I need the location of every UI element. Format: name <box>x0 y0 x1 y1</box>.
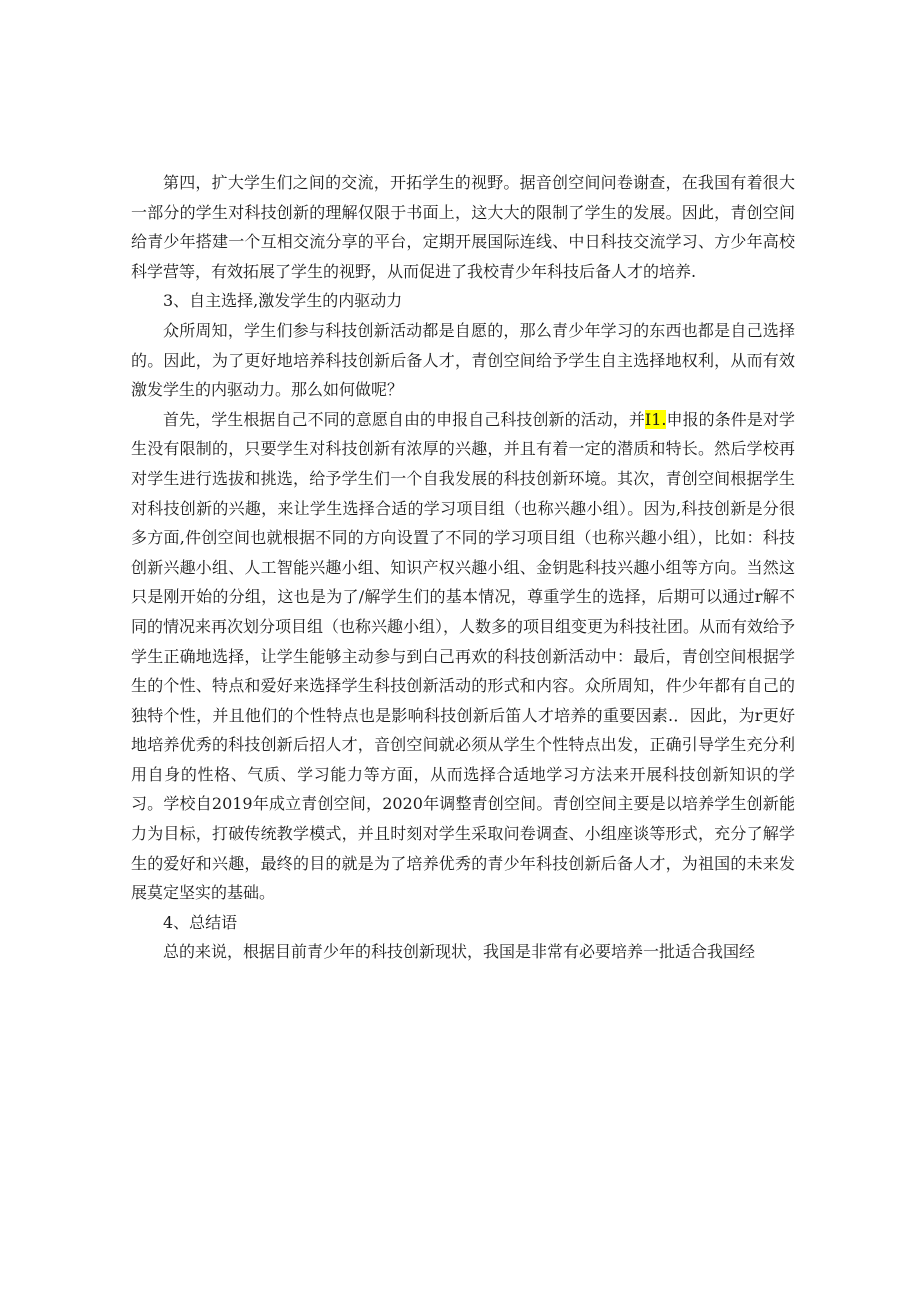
section-heading-4: 4、总结语 <box>163 912 238 932</box>
paragraph-steps-part2: 申报的条件是对学生没有限制的，只要学生对科技创新有浓厚的兴趣，并且有着一定的潜质和特长。然后学校再对学生进行选拔和挑选，给予学生们一个自我发展的科技创新环境。其次，青创空间根据学生对科技创新的兴趣，来让学生选择合适的学习项目组（也称兴趣小组）。因为,科技创新是分很多方面,件创空间也就根据不同的方向设置了不同的学习项目组（也称兴趣小组），比如：科技创新兴趣小组、人工智能兴趣小组、知识产权兴趣小组、金钥匙科技兴趣小组等方向。当然这只是刚开始的分组，这也是为了/解学生们的基本情况，尊重学生的选择，后期可以通过r解不同的情况来再次划分项目组（也称兴趣小组），人数多的项目组变更为科技社团。从而有效给予学生正确地选择，让学生能够主动参与到白己再欢的科技创新活动中：最后，青创空间根据学生的个性、特点和爱好来选择学生科技创新活动的形式和内容。众所周知，件少年都有自己的独特个性，并且他们的个性特点也是影响科技创新后笛人才培养的重要因素.．因此，为r更好地培养优秀的科技创新后招人才，音创空间就必须从学生个性特点出发，正确引导学生充分利用自身的性格、气质、学习能力等方面，从而选择合适地学习方法来开展科技创新知识的学习。学校自2019年成立青创空间，2020年调整青创空间。青创空间主要是以培养学生创新能力为目标，打破传统教学模式，并且时刻对学生采取问卷调查、小组座谈等形式，充分了解学生的爱好和兴趣，最终的目的就是为了培养优秀的青少年科技创新后备人才，为祖国的未来发展莫定坚实的基础。 <box>131 409 796 903</box>
paragraph-exchange: 第四，扩大学生们之间的交流，开拓学生的视野。据音创空间问卷谢查，在我国有着很大一部分的学生对科技创新的理解仅限于书面上，这大大的限制了学生的发展。因此，青创空间给青少年搭建一个互相交流分享的平台，定期开展国际连线、中日科技交流学习、方少年高校科学营等，有效拓展了学生的视野，从而促进了我校青少年科技后备人才的培养. <box>131 173 795 281</box>
document-body <box>131 168 795 967</box>
paragraph-steps-part1: 首先，学生根据自己不同的意愿自由的申报自己科技创新的活动，并 <box>163 409 645 429</box>
paragraph-summary: 总的来说，根据目前青少年的科技创新现状，我国是非常有必要培养一批适合我国经 <box>163 942 756 962</box>
section-heading-3: 3、自主选择,激发学生的内驱动力 <box>163 291 403 311</box>
highlighted-text: I1. <box>644 409 667 429</box>
paragraph-steps <box>131 405 795 908</box>
paragraph-voluntary: 众所周知，学生们参与科技创新活动都是自愿的，那么青少年学习的东西也都是自己选择的。因此，为了更好地培养科技创新后备人才，青创空间给予学生自主选择地权利，从而有效激发学生的内驱动力。那么如何做呢？ <box>131 320 795 400</box>
